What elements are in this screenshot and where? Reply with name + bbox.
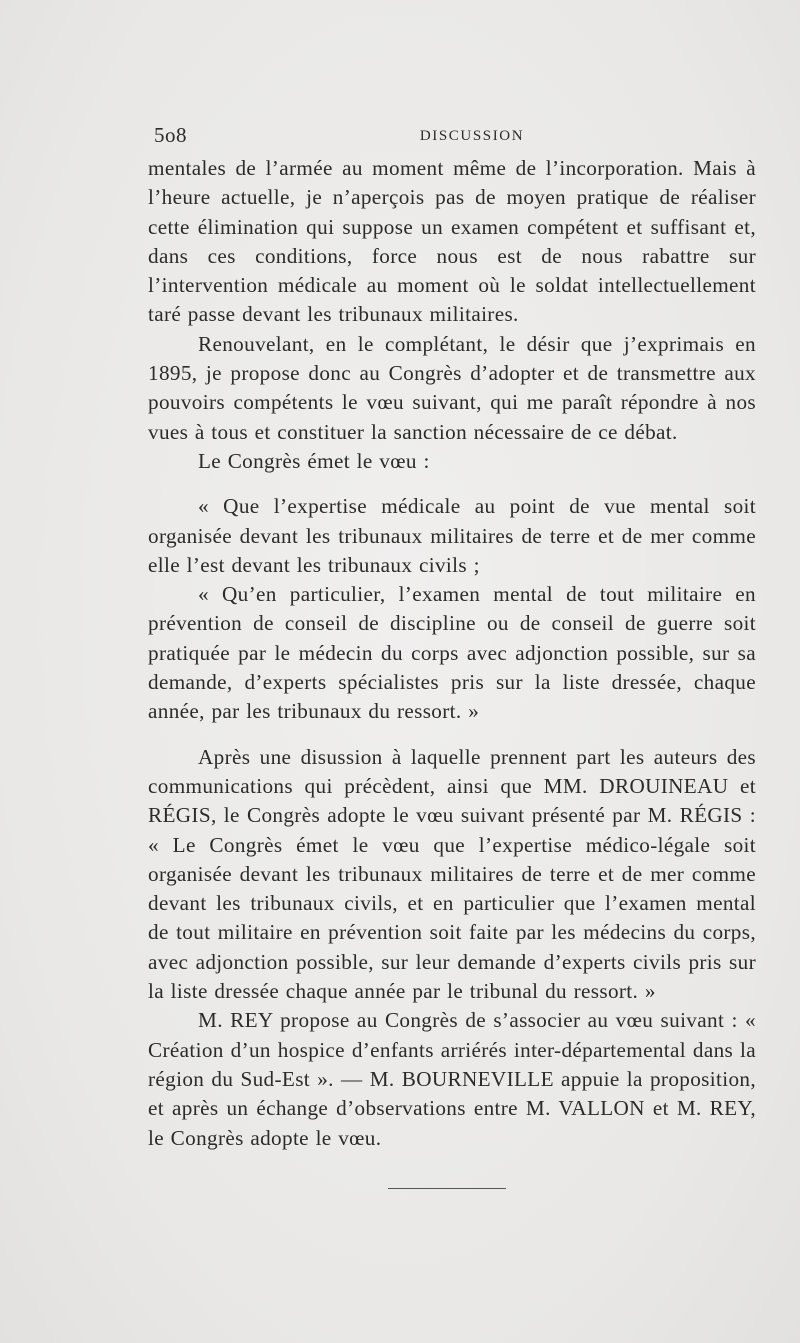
paragraph-wish-clause-2: « Qu’en particulier, l’examen mental de tout militaire en prévention de conseil de discipline ou de conseil de guerre soit pratiquée par le médecin du corps avec adjonction possible, sur sa demande, d’experts spécialistes pris sur la liste dressée, chaque année, par les tribunaux du ressort. » bbox=[148, 582, 756, 724]
page-number: 5o8 bbox=[154, 123, 187, 147]
paragraph-wish-clause-1: « Que l’expertise médicale au point de vue mental soit organisée devant les tribunaux militaires de terre et de mer comme elle l’est devant les tribunaux civils ; bbox=[148, 494, 756, 577]
running-head bbox=[148, 118, 756, 154]
running-title: DISCUSSION bbox=[419, 128, 525, 144]
book-page bbox=[148, 118, 756, 1153]
paragraph-wish-intro: Le Congrès émet le vœu : bbox=[198, 448, 430, 473]
paragraph-proposal: Renouvelant, en le complétant, le désir que j’exprimais en 1895, je propose donc au Congrès d’adopter et de transmettre aux pouvoirs compétents le vœu suivant, qui me paraît répondre à nos vues à tous et constituer la sanction nécessaire de ce débat. bbox=[148, 331, 756, 444]
body-text bbox=[148, 154, 756, 1153]
closing-rule bbox=[388, 1188, 506, 1189]
paragraph-rey-proposal: M. REY propose au Congrès de s’associer au vœu suivant : « Création d’un hospice d’enfants arriérés inter-départemental dans la région du Sud-Est ». — M. BOURNEVILLE appuie la proposition, et après un échange d’observations entre M. VALLON et M. REY, le Congrès adopte le vœu. bbox=[148, 1008, 756, 1150]
paragraph-continuation: mentales de l’armée au moment même de l’incorporation. Mais à l’heure actuelle, je n’aperçois pas de moyen pratique de réaliser cette élimination qui suppose un examen compétent et suffisant et, dans ces conditions, force nous est de nous rabattre sur l’intervention médicale au moment où le soldat intellectuellement taré passe devant les tribunaux militaires. bbox=[148, 156, 756, 327]
paragraph-discussion-outcome: Après une disussion à laquelle prennent part les auteurs des communications qui précèdent, ainsi que MM. DROUINEAU et RÉGIS, le Congrès adopte le vœu suivant présenté par M. RÉGIS : « Le Congrès émet le vœu que l’expertise médico-légale soit organisée devant les tribunaux militaires de terre et de mer comme devant les tribunaux civils, et en particulier que l’examen mental de tout militaire en prévention soit faite par les médecins du corps, avec adjonction possible, sur leur demande d’experts civils pris sur la liste dressée chaque année par le tribunal du ressort. » bbox=[148, 744, 756, 1004]
